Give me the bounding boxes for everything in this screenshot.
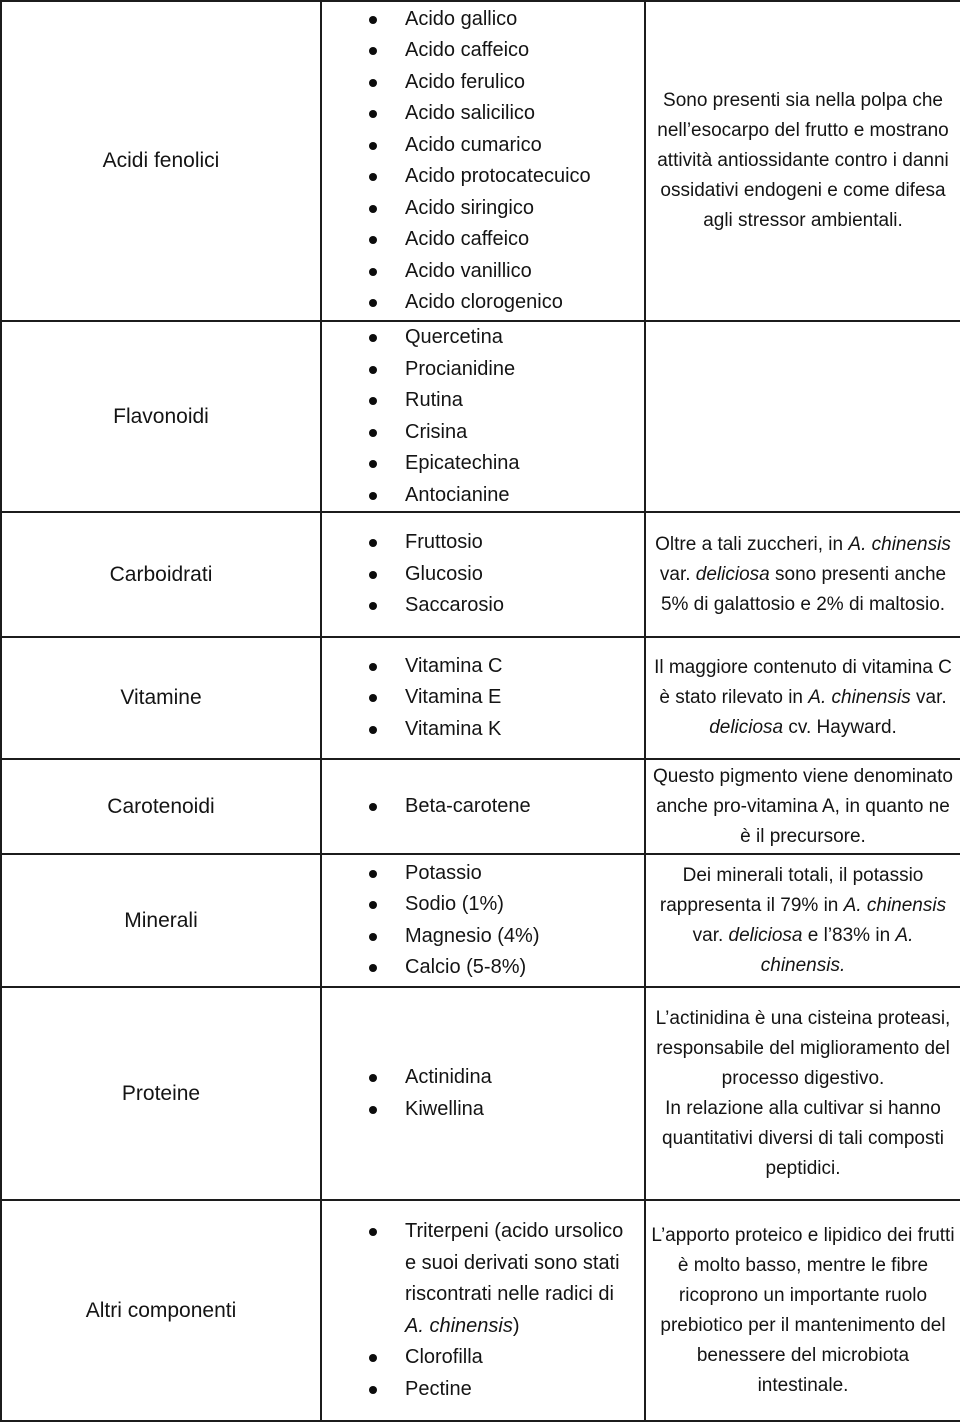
list-item xyxy=(369,130,636,162)
description-cell xyxy=(645,1,960,321)
list-item-label: Acido gallico xyxy=(405,7,518,30)
list-item xyxy=(369,224,636,256)
category-cell xyxy=(1,987,321,1200)
description-cell xyxy=(645,512,960,637)
bullet-icon xyxy=(369,1074,377,1082)
category-cell xyxy=(1,321,321,512)
list-item xyxy=(369,448,636,480)
bullet-icon xyxy=(369,47,377,55)
list-item-label: Vitamina C xyxy=(405,654,503,677)
bullet-icon xyxy=(369,901,377,909)
category-label: Flavonoidi xyxy=(113,404,209,428)
table-row-carboidrati xyxy=(1,512,960,637)
list-item-label: Quercetina xyxy=(405,326,503,348)
list-item-label: Acido protocatecuico xyxy=(405,165,591,187)
list-item-label: Beta-carotene xyxy=(405,794,531,817)
list-item xyxy=(369,193,636,225)
component-list xyxy=(322,527,644,622)
list-item xyxy=(369,921,636,953)
category-label: Carboidrati xyxy=(109,562,213,586)
list-item xyxy=(369,1374,636,1406)
category-label: Carotenoidi xyxy=(107,794,215,818)
bullet-icon xyxy=(369,16,377,24)
bullet-icon xyxy=(369,870,377,878)
list-item-label: Actinidina xyxy=(405,1066,492,1088)
bullet-icon xyxy=(369,173,377,181)
category-cell xyxy=(1,512,321,637)
components-table-body xyxy=(1,1,960,1421)
list-item-label: Acido cumarico xyxy=(405,133,542,156)
bullet-icon xyxy=(369,334,377,342)
category-label: Proteine xyxy=(121,1081,201,1105)
list-item xyxy=(369,651,636,683)
list-item-label: Vitamina E xyxy=(405,686,502,709)
table-row-acidi-fenolici xyxy=(1,1,960,321)
bullet-icon xyxy=(369,205,377,213)
list-item-label: Acido clorogenico xyxy=(405,291,563,313)
list-item xyxy=(369,682,636,714)
component-list xyxy=(322,791,644,823)
list-item xyxy=(369,480,636,512)
bullet-icon xyxy=(369,803,377,811)
list-item xyxy=(369,1062,636,1094)
description-text: L’apporto proteico e lipidico dei frutti è molto basso, mentre le fibre ricoprono un importante ruolo prebiotico per il mantenimento del benessere del microbiota intestinale. xyxy=(651,1224,955,1396)
component-list xyxy=(322,1062,644,1125)
bullet-icon xyxy=(369,1106,377,1114)
list-item xyxy=(369,98,636,130)
list-item-label: Sodio (1%) xyxy=(405,893,504,915)
list-item-label: Acido caffeico xyxy=(405,228,530,250)
list-item xyxy=(369,791,636,823)
table-row-vitamine xyxy=(1,637,960,759)
bullet-icon xyxy=(369,539,377,547)
description-cell xyxy=(645,1200,960,1421)
bullet-icon xyxy=(369,933,377,941)
bullet-icon xyxy=(369,268,377,276)
list-item xyxy=(369,889,636,921)
items-cell xyxy=(321,1200,645,1421)
list-item-label: Saccarosio xyxy=(405,594,504,617)
table-row-proteine xyxy=(1,987,960,1200)
list-item-label: Procianidine xyxy=(405,357,516,380)
bullet-icon xyxy=(369,694,377,702)
list-item-label: Magnesio (4%) xyxy=(405,924,540,947)
list-item-label: Acido ferulico xyxy=(405,70,526,93)
list-item-label: Calcio (5-8%) xyxy=(405,956,527,978)
category-cell xyxy=(1,854,321,987)
bullet-icon xyxy=(369,110,377,118)
list-item-label: Rutina xyxy=(405,389,463,411)
list-item-label: Acido siringico xyxy=(405,196,534,219)
description-text: L’actinidina è una cisteina proteasi, responsabile del miglioramento del processo digestivo. In relazione alla cultivar si hanno quantitativi diversi di tali composti peptidici. xyxy=(655,1007,951,1179)
list-item xyxy=(369,322,636,354)
bullet-icon xyxy=(369,492,377,500)
bullet-icon xyxy=(369,299,377,307)
description-cell xyxy=(645,759,960,854)
list-item-label: Pectine xyxy=(405,1377,472,1400)
category-cell xyxy=(1,1200,321,1421)
list-item xyxy=(369,4,636,36)
items-cell xyxy=(321,1,645,321)
list-item xyxy=(369,952,636,984)
list-item-label: Acido salicilico xyxy=(405,102,536,124)
component-list xyxy=(322,1216,644,1405)
list-item-label: Acido vanillico xyxy=(405,259,532,282)
list-item-label: Fruttosio xyxy=(405,531,483,554)
list-item-label: Clorofilla xyxy=(405,1346,483,1368)
category-label: Acidi fenolici xyxy=(102,149,220,173)
category-cell xyxy=(1,759,321,854)
category-label: Vitamine xyxy=(120,686,202,710)
bullet-icon xyxy=(369,397,377,405)
bullet-icon xyxy=(369,142,377,150)
list-item-label: Acido caffeico xyxy=(405,39,530,61)
list-item xyxy=(369,1094,636,1126)
list-item xyxy=(369,256,636,288)
bullet-icon xyxy=(369,1228,377,1236)
items-cell xyxy=(321,759,645,854)
bullet-icon xyxy=(369,663,377,671)
list-item xyxy=(369,385,636,417)
bullet-icon xyxy=(369,726,377,734)
bullet-icon xyxy=(369,602,377,610)
description-cell xyxy=(645,987,960,1200)
bullet-icon xyxy=(369,366,377,374)
items-cell xyxy=(321,512,645,637)
list-item xyxy=(369,1342,636,1374)
items-cell xyxy=(321,854,645,987)
bullet-icon xyxy=(369,1386,377,1394)
bullet-icon xyxy=(369,236,377,244)
category-label: Minerali xyxy=(124,908,198,932)
list-item xyxy=(369,161,636,193)
bullet-icon xyxy=(369,79,377,87)
list-item-label: Antocianine xyxy=(405,483,510,506)
list-item-label: Vitamina K xyxy=(405,717,502,740)
list-item xyxy=(369,354,636,386)
description-cell xyxy=(645,321,960,512)
bullet-icon xyxy=(369,1354,377,1362)
list-item xyxy=(369,527,636,559)
list-item xyxy=(369,590,636,622)
category-cell xyxy=(1,637,321,759)
list-item-label: Kiwellina xyxy=(405,1097,484,1120)
description-cell xyxy=(645,637,960,759)
table-row-minerali xyxy=(1,854,960,987)
items-cell xyxy=(321,321,645,512)
component-list xyxy=(322,4,644,319)
bullet-icon xyxy=(369,460,377,468)
list-item-label: Glucosio xyxy=(405,562,483,585)
description-cell xyxy=(645,854,960,987)
list-item xyxy=(369,559,636,591)
list-item xyxy=(369,858,636,890)
list-item-label: Triterpeni (acido ursolico e suoi derivati sono stati riscontrati nelle radici di A. chinensis) xyxy=(405,1220,624,1337)
component-list xyxy=(322,651,644,746)
component-list xyxy=(322,322,644,511)
bullet-icon xyxy=(369,429,377,437)
bullet-icon xyxy=(369,571,377,579)
list-item xyxy=(369,714,636,746)
list-item-label: Crisina xyxy=(405,420,468,443)
description-text: Sono presenti sia nella polpa che nell’esocarpo del frutto e mostrano attività antiossidante contro i danni ossidativi endogeni e come difesa agli stressor ambientali. xyxy=(657,90,949,231)
category-label: Altri componenti xyxy=(85,1298,237,1322)
description-text: Il maggiore contenuto di vitamina C è stato rilevato in A. chinensis var. deliciosa cv. Hayward. xyxy=(654,657,952,738)
items-cell xyxy=(321,637,645,759)
list-item-label: Epicatechina xyxy=(405,452,520,474)
list-item xyxy=(369,417,636,449)
table-row-carotenoidi xyxy=(1,759,960,854)
description-text: Oltre a tali zuccheri, in A. chinensis var. deliciosa sono presenti anche 5% di galattosio e 2% di maltosio. xyxy=(655,533,951,615)
list-item-label: Potassio xyxy=(405,861,482,884)
table-row-flavonoidi xyxy=(1,321,960,512)
category-cell xyxy=(1,1,321,321)
items-cell xyxy=(321,987,645,1200)
description-text: Questo pigmento viene denominato anche pro-vitamina A, in quanto ne è il precursore. xyxy=(653,765,953,847)
list-item xyxy=(369,67,636,99)
table-row-altri-componenti xyxy=(1,1200,960,1421)
component-list xyxy=(322,858,644,984)
list-item xyxy=(369,1216,636,1342)
list-item xyxy=(369,287,636,319)
list-item xyxy=(369,35,636,67)
bullet-icon xyxy=(369,964,377,972)
description-text: Dei minerali totali, il potassio rappresenta il 79% in A. chinensis var. deliciosa e l’83% in A. chinensis. xyxy=(659,864,947,976)
